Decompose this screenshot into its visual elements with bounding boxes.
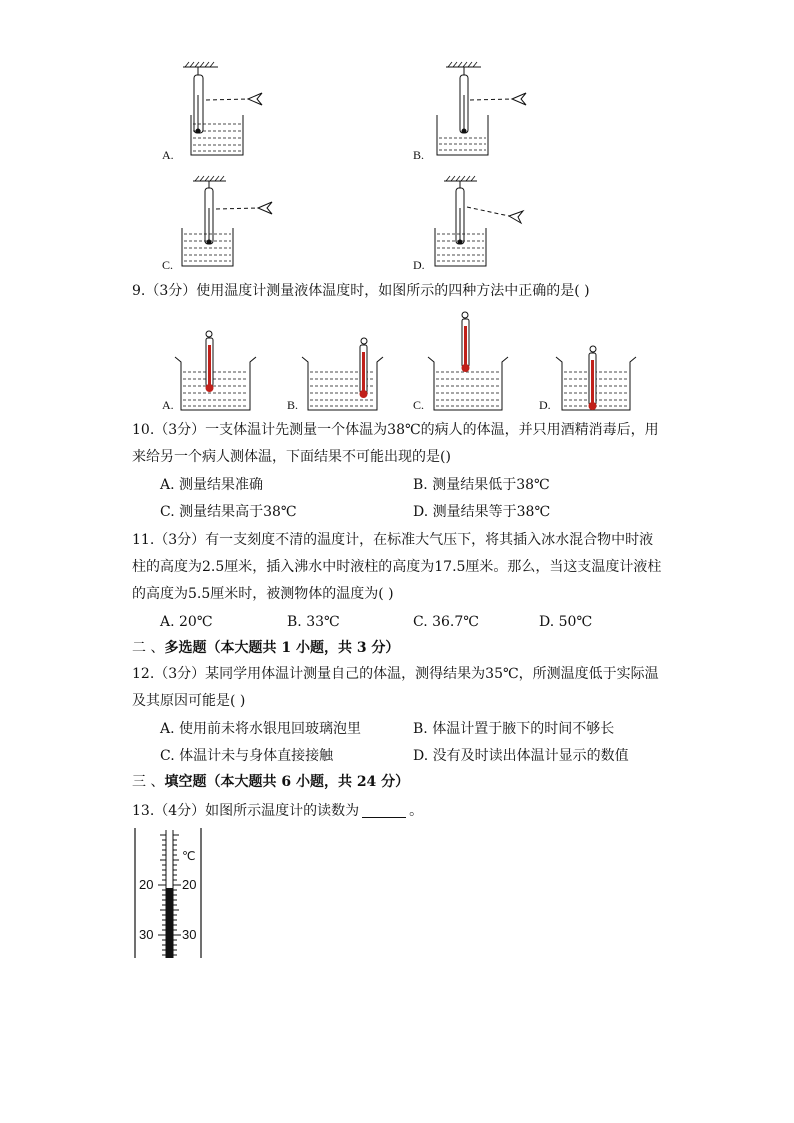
q11-option-a: A. 20℃: [160, 614, 213, 630]
q8-option-a-label: A.: [162, 148, 174, 162]
section-2-title: 多选题（本大题共 1 小题，共 3 分）: [164, 640, 400, 656]
q12-option-c: C. 体温计未与身体直接接触: [160, 748, 334, 764]
q12-option-a: A. 使用前未将水银甩回玻璃泡里: [160, 721, 362, 737]
q10-stem-line2: 来给另一个病人测体温，下面结果不可能出现的是(): [132, 449, 451, 465]
q8-option-b-label: B.: [413, 148, 425, 162]
q11-stem-line2: 柱的高度为2.5厘米，插入沸水中时液柱的高度为17.5厘米。那么，当这支温度计液柱: [132, 559, 662, 575]
q13-tick-label-left-20: 20: [139, 877, 154, 892]
q11-option-c: C. 36.7℃: [413, 614, 479, 630]
q12-stem-line1: 12.（3分）某同学用体温计测量自己的体温，测得结果为35℃，所测温度低于实际温: [132, 666, 659, 682]
q13-tick-label-right-30: 30: [182, 927, 197, 942]
q10-option-c: C. 测量结果高于38℃: [160, 504, 297, 520]
q9-option-b-label: B.: [287, 398, 299, 412]
q10-option-d: D. 测量结果等于38℃: [413, 504, 551, 520]
section-3-prefix: 三 、: [132, 774, 165, 790]
q11-stem-line1: 11.（3分）有一支刻度不清的温度计，在标准大气压下，将其插入冰水混合物中时液: [132, 532, 654, 548]
q12-option-b: B. 体温计置于腋下的时间不够长: [413, 721, 615, 737]
q10-option-a: A. 测量结果准确: [160, 477, 264, 493]
q13-unit-label: ℃: [182, 849, 196, 863]
q9-stem: 9.（3分）使用温度计测量液体温度时，如图所示的四种方法中正确的是( ): [132, 283, 590, 299]
q9-option-a-label: A.: [162, 398, 174, 412]
q11-option-b: B. 33℃: [287, 614, 340, 630]
q9-option-d-label: D.: [539, 398, 551, 412]
q12-stem-line2: 及其原因可能是( ): [132, 693, 246, 709]
q11-stem-line3: 的高度为5.5厘米时，被测物体的温度为( ): [132, 586, 394, 602]
q13-tick-label-right-20: 20: [182, 877, 197, 892]
q9-option-c-label: C.: [413, 398, 425, 412]
q11-option-d: D. 50℃: [539, 614, 593, 630]
q13-stem-before: 13.（4分）如图所示温度计的读数为: [132, 803, 360, 819]
q10-option-b: B. 测量结果低于38℃: [413, 477, 550, 493]
section-2-prefix: 二 、: [132, 640, 165, 656]
q12-option-d: D. 没有及时读出体温计显示的数值: [413, 748, 629, 764]
q13-stem-after: 。: [409, 803, 424, 819]
q13-tick-label-left-30: 30: [139, 927, 154, 942]
q8-option-d-label: D.: [413, 258, 425, 272]
q8-option-c-label: C.: [162, 258, 174, 272]
section-3-title: 填空题（本大题共 6 小题，共 24 分）: [164, 774, 410, 790]
q10-stem-line1: 10.（3分）一支体温计先测量一个体温为38℃的病人的体温，并只用酒精消毒后，用: [132, 422, 659, 438]
